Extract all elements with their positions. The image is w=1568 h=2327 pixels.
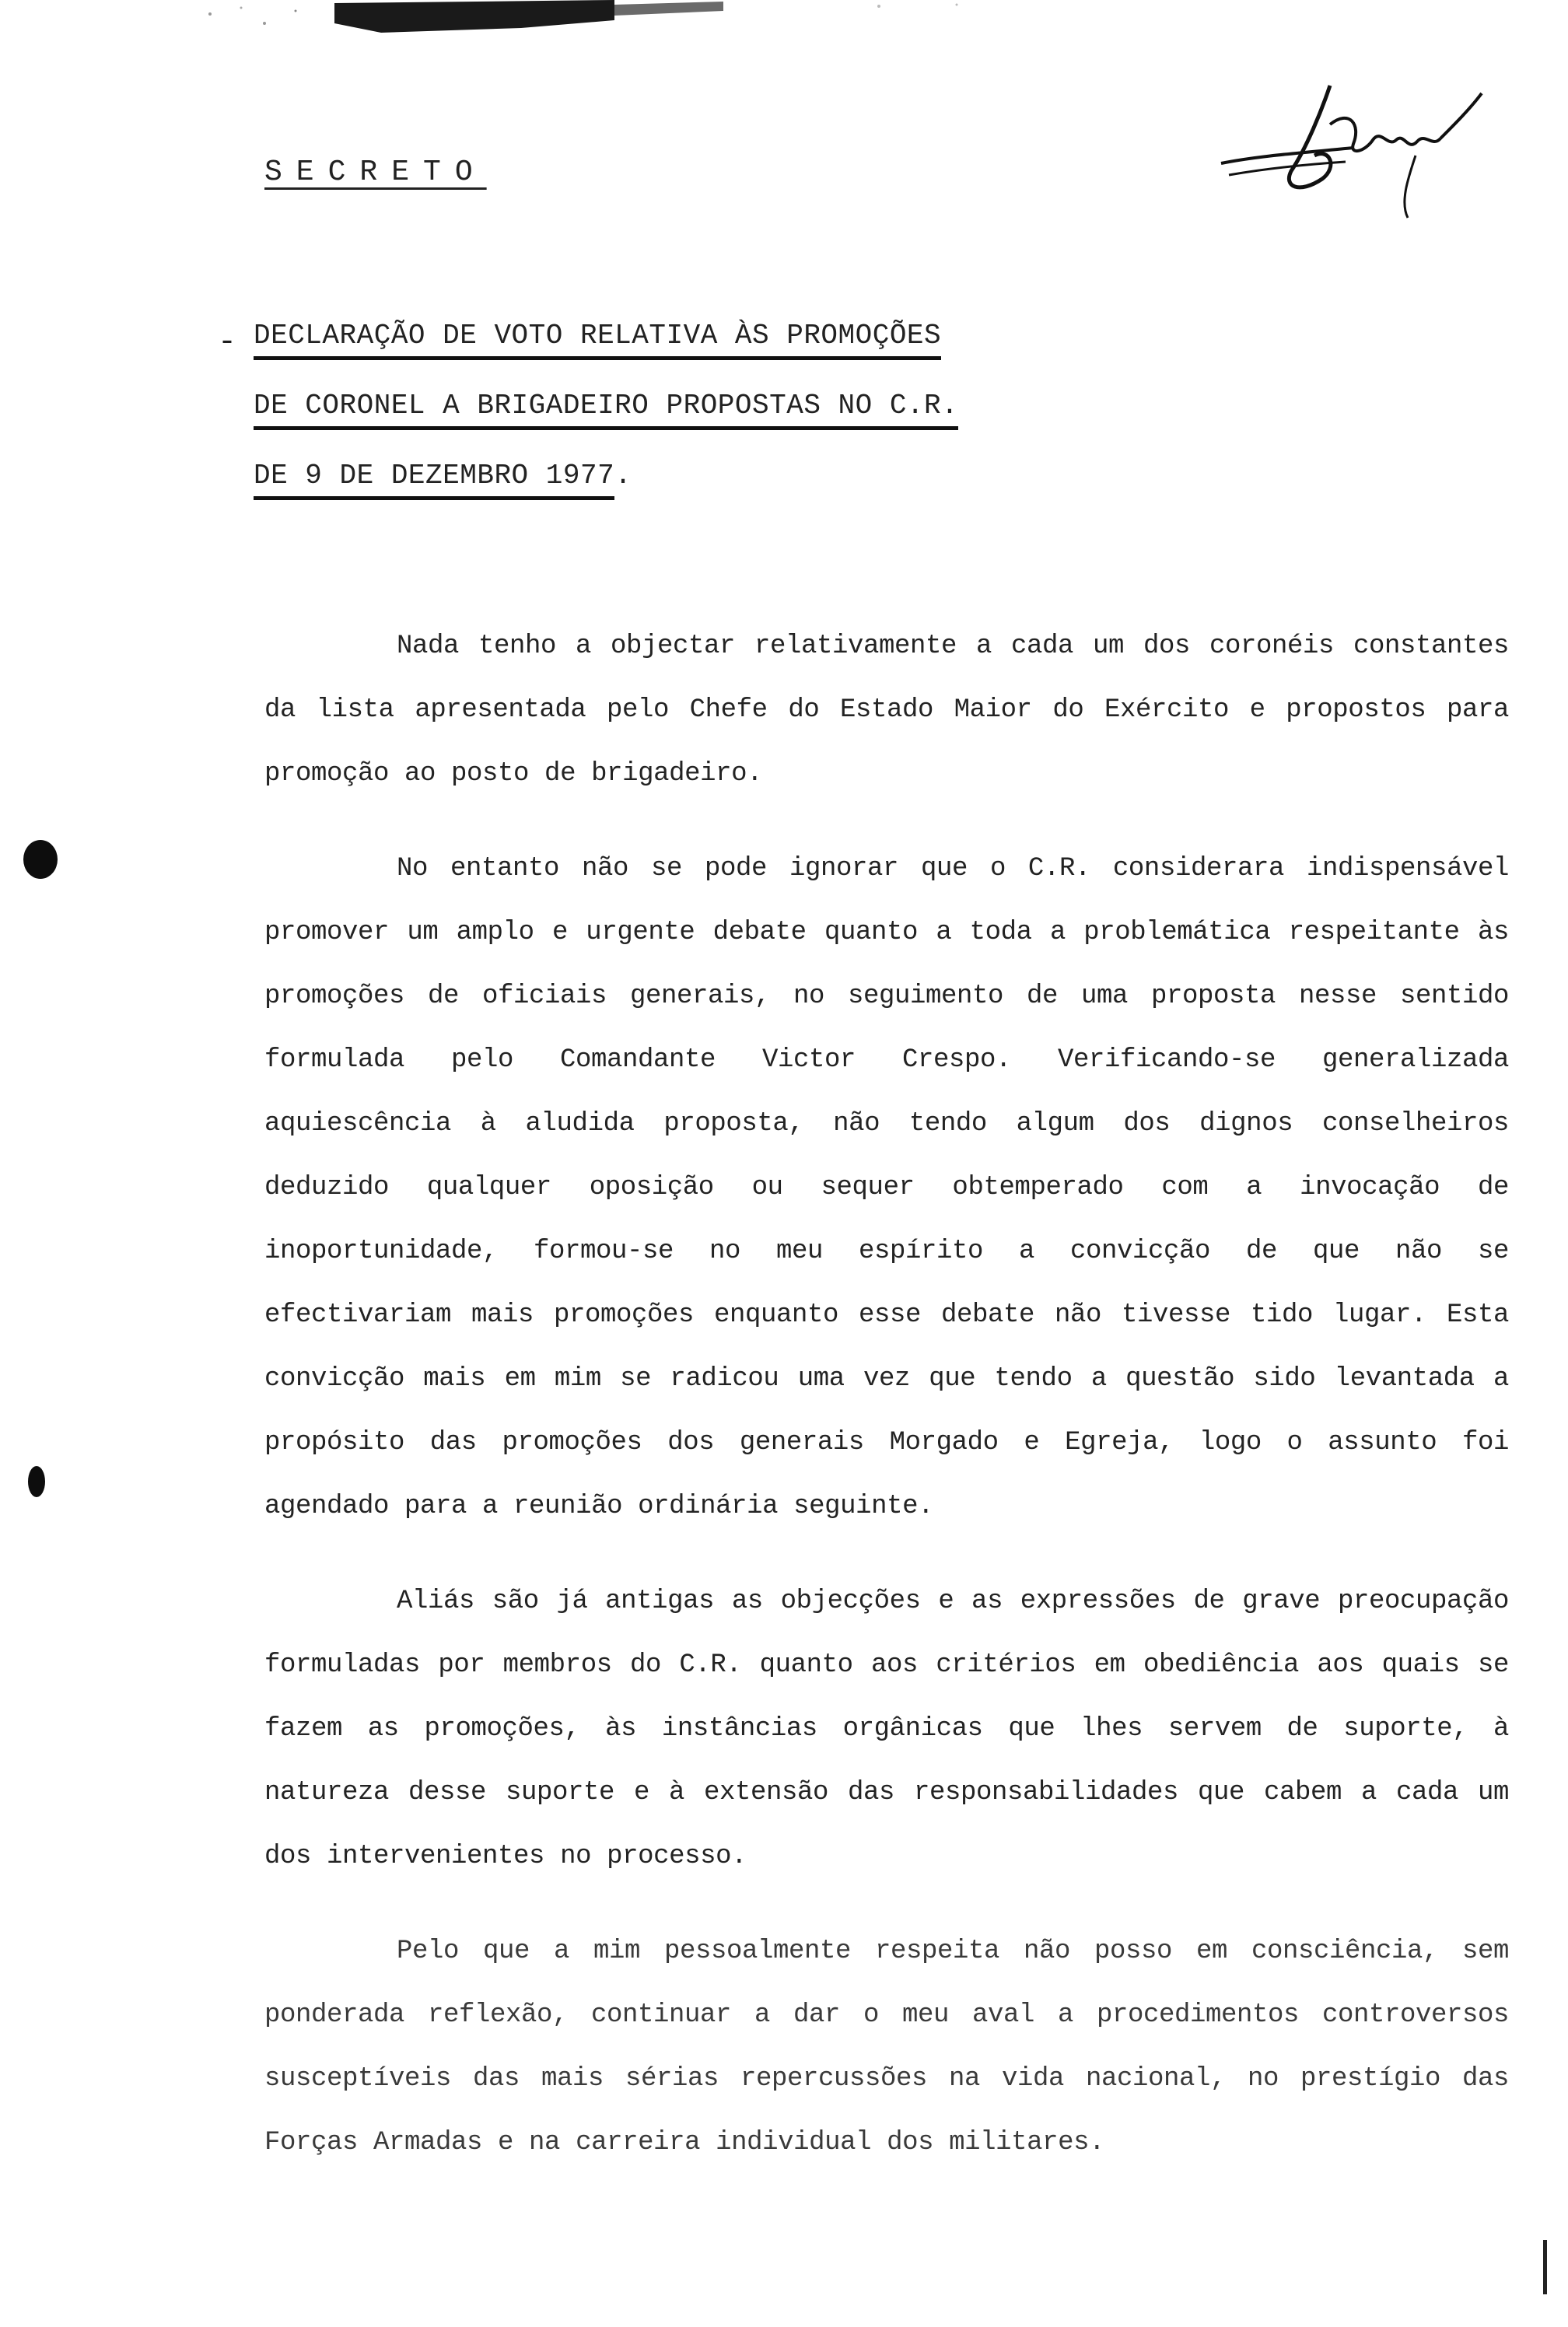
classification-label: SECRETO xyxy=(264,156,487,189)
paragraph-3: Aliás são já antigas as objecções e as expressões de grave preocupação formuladas por membros do C.R. quanto aos critérios em obediência aos quais se fazem as promoções, às instâncias orgânicas que lhes servem de suporte, à natureza desse suporte e à extensão das responsabilidades que cabem a cada um dos intervenientes no processo. xyxy=(264,1587,1509,1871)
title-period: . xyxy=(614,460,632,492)
paragraph-2: No entanto não se pode ignorar que o C.R. considerara indispensável promover um amplo e urgente debate quanto a toda a problemática respeitante às promoções de oficiais generais, no seguimento de uma proposta nesse sentido formulada pelo Comandante Victor Crespo. Verificando-se generalizada aquiescência à aludida proposta, não tendo algum dos dignos conselheiros deduzido qualquer oposição ou sequer obtemperado com a invocação de inoportunidade, formou-se no meu espírito a convicção de que não se efectivariam mais promoções enquanto esse debate não tivesse tido lugar. Esta convicção mais em mim se radicou uma vez que tendo a questão sido levantada a propósito das promoções dos generais Morgado e Egreja, logo o assunto foi agendado para a reunião ordinária seguinte. xyxy=(264,854,1509,1521)
title-line-1: DECLARAÇÃO DE VOTO RELATIVA ÀS PROMOÇÕES xyxy=(254,319,1031,389)
scan-noise-top xyxy=(179,0,1190,37)
document-body xyxy=(264,614,1509,2206)
paragraph-4: Pelo que a mim pessoalmente respeita não posso em consciência, sem ponderada reflexão, continuar a dar o meu aval a procedimentos controversos susceptíveis das mais sérias repercussões na vida nacional, no prestígio das Forças Armadas e na carreira individual dos militares. xyxy=(264,1937,1509,2157)
title-line-3: DE 9 DE DEZEMBRO 1977. xyxy=(254,459,1031,529)
title-dash: - xyxy=(218,325,237,360)
paragraph-1: Nada tenho a objectar relativamente a cada um dos coronéis constantes da lista apresentada pelo Chefe do Estado Maior do Exército e propostos para promoção ao posto de brigadeiro. xyxy=(264,632,1509,789)
margin-ink-mark xyxy=(28,1466,45,1497)
document-title xyxy=(254,319,1031,529)
handwritten-signature xyxy=(1213,78,1493,226)
punch-hole-mark xyxy=(23,840,58,879)
page-edge-mark xyxy=(1543,2240,1547,2294)
title-line-2: DE CORONEL A BRIGADEIRO PROPOSTAS NO C.R. xyxy=(254,389,1031,459)
